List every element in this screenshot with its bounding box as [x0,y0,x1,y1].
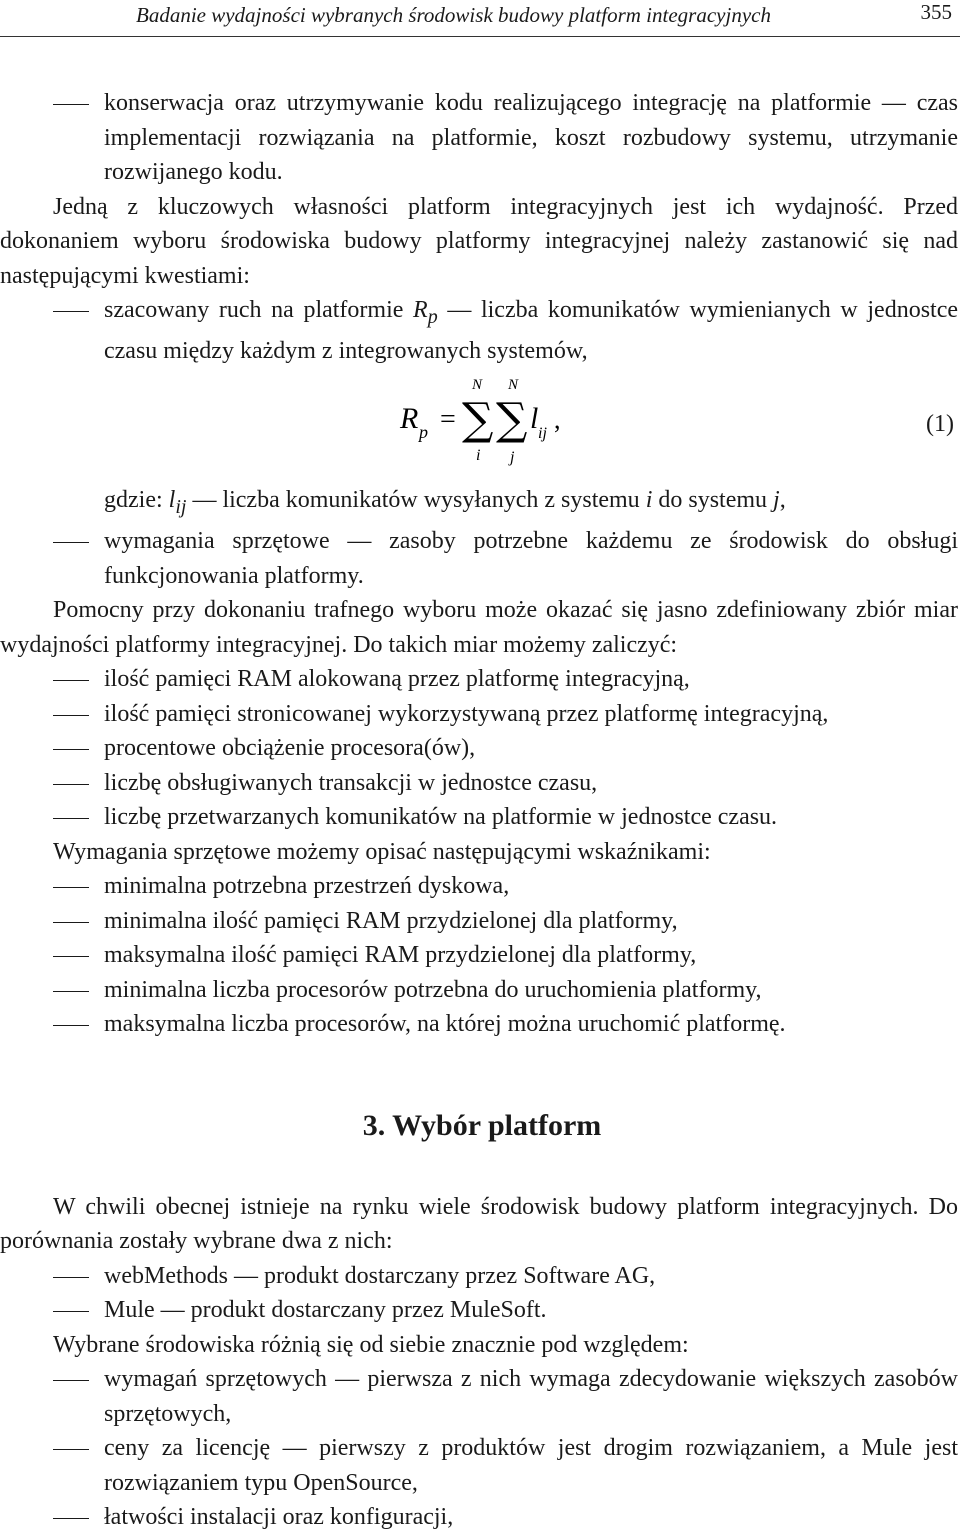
where-text: do systemu [658,486,768,513]
paragraph: Jedną z kluczowych własności platform integracyjnych jest ich wydajność. Przed dokonaniem wyboru środowiska budowy platformy integracyjnej należy zastanowić się nad następującymi kwestiami: [0,193,958,289]
formula-equals: = [440,403,456,435]
list-item: procentowe obciążenie procesora(ów), [0,731,958,766]
where-sub: ij [175,495,187,518]
formula-where [0,483,958,524]
where-j: j [773,486,780,513]
list-item: Mule — produkt dostarczany przez MuleSoft. [0,1293,958,1328]
list-item: minimalna potrzebna przestrzeń dyskowa, [0,869,958,904]
list-item: maksymalna ilość pamięci RAM przydzielonej dla platformy, [0,938,958,973]
sum-lower-1: i [476,446,481,464]
sum-symbol-1: ∑ [462,393,494,445]
symbol-sub: p [427,305,438,328]
list-item: ceny za licencję — pierwszy z produktów jest drogim rozwiązaniem, a Mule jest rozwiązaniem typu OpenSource, [0,1431,958,1500]
formula-comma: , [554,404,561,434]
formula-lhs: R [400,401,419,435]
list-item: ilość pamięci stronicowanej wykorzystywaną przez platformę integracyjną, [0,697,958,732]
where-end: , [779,486,786,513]
item-text: szacowany ruch na platformie [104,297,404,323]
sum-upper-2: N [508,376,519,393]
page-header [0,0,960,37]
where-symbol: l [168,486,176,513]
page-number: 355 [920,0,952,24]
list-item: ilość pamięci RAM alokowaną przez platformę integracyjną, [0,662,958,697]
list-item: minimalna liczba procesorów potrzebna do uruchomienia platformy, [0,973,958,1008]
formula-term-sub: ij [538,424,547,442]
where-text: — liczba komunikatów wysyłanych z systemu [192,486,640,513]
list-item: łatwości instalacji oraz konfiguracji, [0,1500,958,1535]
list-item: minimalna ilość pamięci RAM przydzielonej dla platformy, [0,904,958,939]
equation-number: (1) [926,410,954,437]
list-item: wymagań sprzętowych — pierwsza z nich wymaga zdecydowanie większych zasobów sprzętowych, [0,1362,958,1431]
paragraph: Wybrane środowiska różnią się od siebie znacznie pod względem: [53,1331,689,1358]
list-item: webMethods — produkt dostarczany przez Software AG, [0,1259,958,1294]
formula-svg [388,372,578,477]
paragraph: W chwili obecnej istnieje na rynku wiele środowisk budowy platform integracyjnych. Do porównania zostały wybrane dwa z nich: [0,1193,958,1255]
list-item-traffic [0,293,958,369]
formula-term: l [530,401,539,435]
sum-symbol-2: ∑ [496,393,528,445]
section-heading: 3. Wybór platform [362,1108,602,1142]
paragraph: Wymagania sprzętowe możemy opisać następującymi wskaźnikami: [53,838,711,865]
sum-upper-1: N [472,376,483,393]
list-item: wymagania sprzętowe — zasoby potrzebne każdemu ze środowisk do obsługi funkcjonowania platformy. [0,524,958,593]
formula-lhs-sub: p [419,421,428,442]
symbol-r: R [413,297,428,323]
list-item: konserwacja oraz utrzymywanie kodu realizującego integrację na platformie — czas implementacji rozwiązania na platformie, koszt rozbudowy systemu, utrzymanie rozwijanego kodu. [0,86,958,190]
where-label: gdzie: [104,486,163,513]
formula [0,372,958,477]
body-text [0,86,958,1535]
list-item: maksymalna liczba procesorów, na której można uruchomić platformę. [0,1007,958,1042]
item-text: — liczba komunikatów wymienianych w jednostce czasu między każdym z integrowanych systemów, [104,297,959,365]
where-i: i [645,486,653,513]
paragraph: Pomocny przy dokonaniu trafnego wyboru może okazać się jasno zdefiniowany zbiór miar wydajności platformy integracyjnej. Do takich miar możemy zaliczyć: [0,597,958,658]
sum-lower-2: j [510,448,515,466]
list-item: liczbę obsługiwanych transakcji w jednostce czasu, [0,766,958,801]
running-title: Badanie wydajności wybranych środowisk budowy platform integracyjnych [136,3,771,27]
list-item: liczbę przetwarzanych komunikatów na platformie w jednostce czasu. [0,800,958,835]
